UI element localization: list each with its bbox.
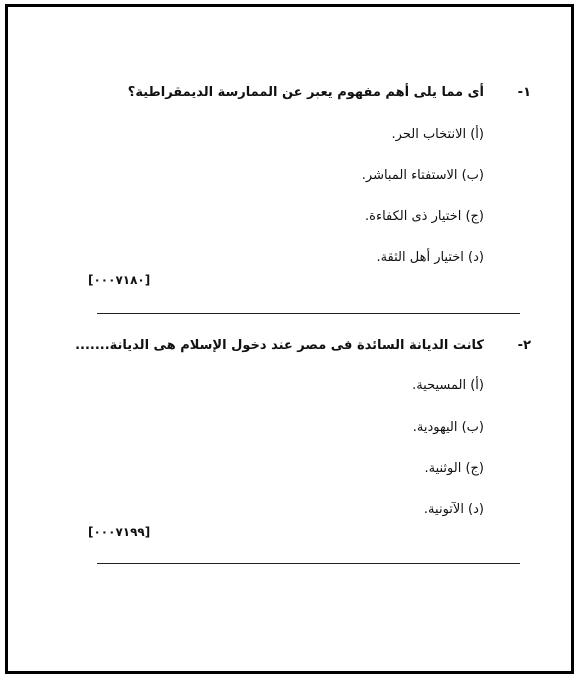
section-divider-2 bbox=[97, 563, 520, 564]
question-2-option-c: (ج) الوثنية. bbox=[424, 461, 484, 476]
question-2-text: كانت الديانة السائدة فى مصر عند دخول الإسلام هى الديانة....... bbox=[75, 338, 484, 353]
question-1-text: أى مما يلى أهم مفهوم يعبر عن الممارسة الديمقراطية؟ bbox=[127, 85, 484, 100]
question-2-code: [٠٠٠٧١٩٩] bbox=[88, 525, 151, 539]
question-1-option-a: (أ) الانتخاب الحر. bbox=[391, 127, 484, 142]
question-2-option-b: (ب) اليهودية. bbox=[412, 420, 484, 435]
question-2-option-d: (د) الآتونية. bbox=[423, 502, 484, 517]
question-2-number: ٢- bbox=[517, 338, 531, 353]
section-divider-1 bbox=[97, 313, 520, 314]
question-1-option-d: (د) اختيار أهل الثقة. bbox=[376, 250, 484, 265]
question-1-option-b: (ب) الاستفتاء المباشر. bbox=[361, 168, 484, 183]
question-1-code: [٠٠٠٧١٨٠] bbox=[88, 273, 151, 287]
question-1-option-c: (ج) اختيار ذى الكفاءة. bbox=[365, 209, 484, 224]
question-1-number: ١- bbox=[517, 85, 531, 100]
question-2-option-a: (أ) المسيحية. bbox=[412, 378, 484, 393]
